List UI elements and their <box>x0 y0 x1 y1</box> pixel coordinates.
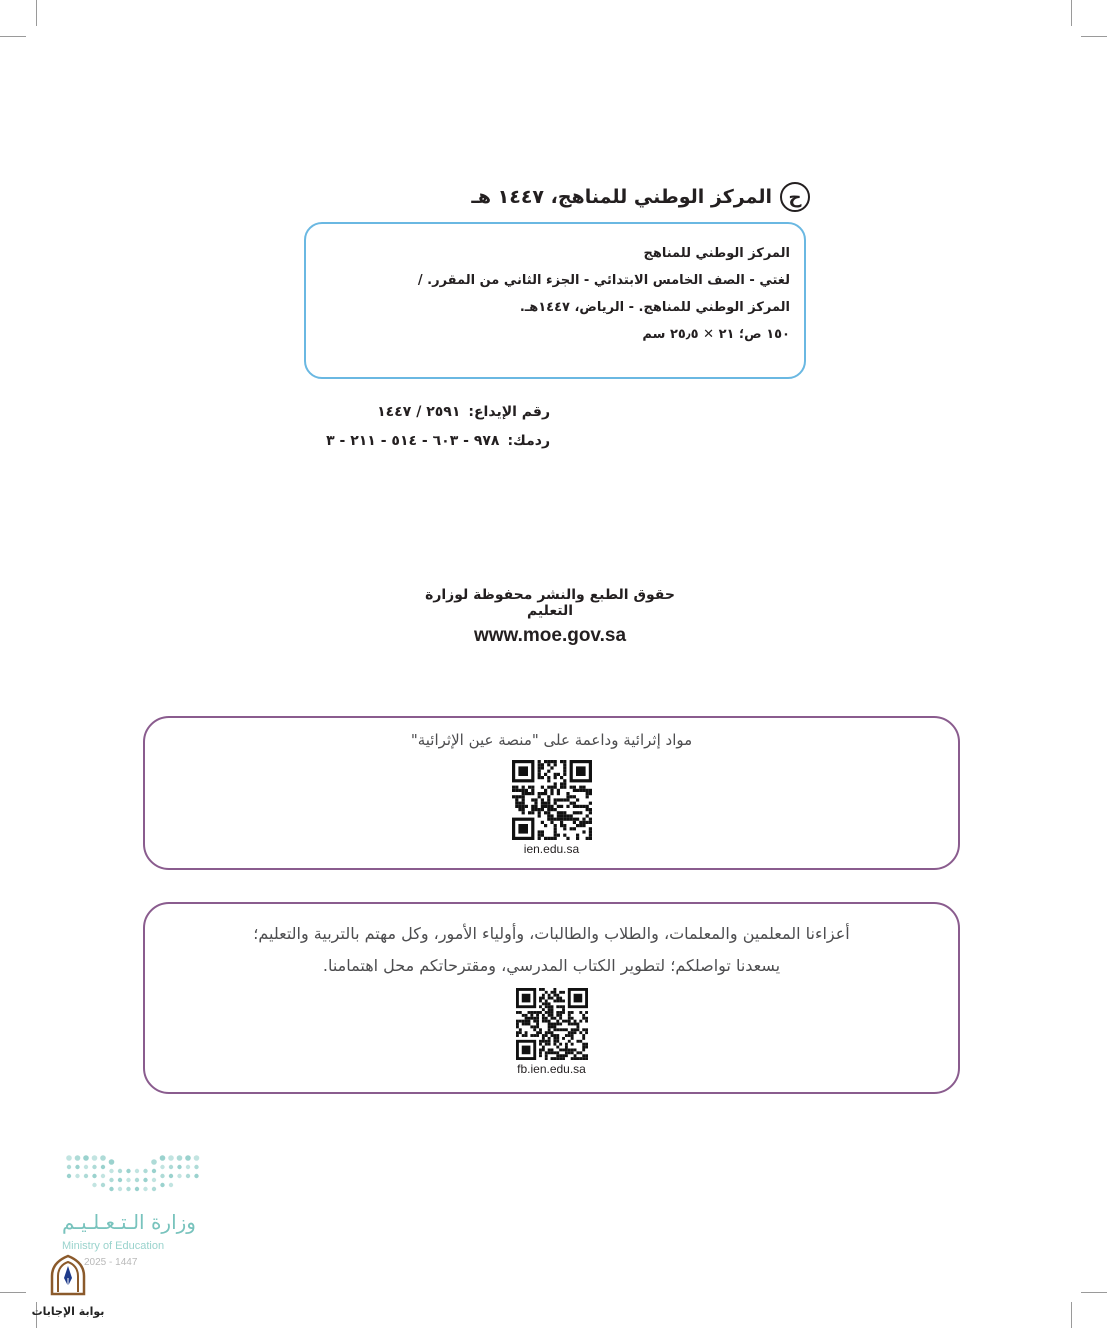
copyright-line <box>471 178 810 216</box>
pen-shield-icon <box>46 1254 90 1298</box>
cataloging-line: لغتي - الصف الخامس الابتدائي - الجزء الثاني من المقرر. / <box>417 273 790 288</box>
rights-notice <box>400 587 700 647</box>
qr-code-icon[interactable] <box>512 760 592 840</box>
crop-mark <box>1081 1292 1107 1293</box>
deposit-number <box>310 398 550 427</box>
ministry-name-english: Ministry of Education <box>62 1240 165 1252</box>
isbn-label: ردمك: <box>507 433 550 449</box>
copyright-text: المركز الوطني للمناهج، ١٤٤٧ هـ <box>471 186 772 208</box>
feedback-panel <box>143 902 960 1094</box>
ministry-website-link[interactable]: www.moe.gov.sa <box>473 625 627 646</box>
crop-mark <box>1071 1302 1072 1328</box>
deposit-label: رقم الإيداع: <box>468 404 550 420</box>
cataloging-line: المركز الوطني للمناهج. - الرياض، ١٤٤٧هـ. <box>519 300 790 315</box>
ien-url-link[interactable]: ien.edu.sa <box>523 842 580 856</box>
crop-mark <box>1071 0 1072 26</box>
ministry-year: 2025 - 1447 <box>84 1257 138 1268</box>
copyright-symbol: ح <box>780 182 810 212</box>
rights-text: حقوق الطبع والنشر محفوظة لوزارة التعليم <box>425 587 675 619</box>
watermark <box>28 1254 108 1320</box>
feedback-url-link[interactable]: fb.ien.edu.sa <box>517 1062 586 1076</box>
crop-mark <box>1081 36 1107 37</box>
isbn-value: ٩٧٨ - ٦٠٣ - ٥١٤ - ٢١١ - ٣ <box>326 433 500 449</box>
ien-panel-text: مواد إثرائية وداعمة على "منصة عين الإثرائية" <box>410 731 693 749</box>
crop-mark <box>0 1292 26 1293</box>
ien-panel <box>143 716 960 870</box>
watermark-text: بوابة الإجابات <box>31 1305 105 1318</box>
ministry-dots-icon <box>63 1152 203 1200</box>
deposit-value: ٢٥٩١ / ١٤٤٧ <box>377 404 461 420</box>
cataloging-line: المركز الوطني للمناهج <box>643 246 790 261</box>
qr-code-icon[interactable] <box>516 988 588 1060</box>
isbn <box>310 427 550 456</box>
cataloging-line: ١٥٠ ص؛ ٢١ ✕ ٢٥٫٥ سم <box>642 327 790 342</box>
crop-mark <box>36 0 37 26</box>
feedback-text-line: أعزاءنا المعلمين والمعلمات، والطلاب والطالبات، وأولياء الأمور، وكل مهتم بالتربية والتعليم؛ <box>253 924 850 943</box>
feedback-text-line: يسعدنا تواصلكم؛ لتطوير الكتاب المدرسي، ومقترحاتكم محل اهتمامنا. <box>322 956 781 975</box>
crop-mark <box>0 36 26 37</box>
cataloging-box <box>304 222 806 379</box>
ministry-name-arabic: وزارة الـتـعـلـيـم <box>62 1210 196 1234</box>
legal-info <box>310 398 550 456</box>
